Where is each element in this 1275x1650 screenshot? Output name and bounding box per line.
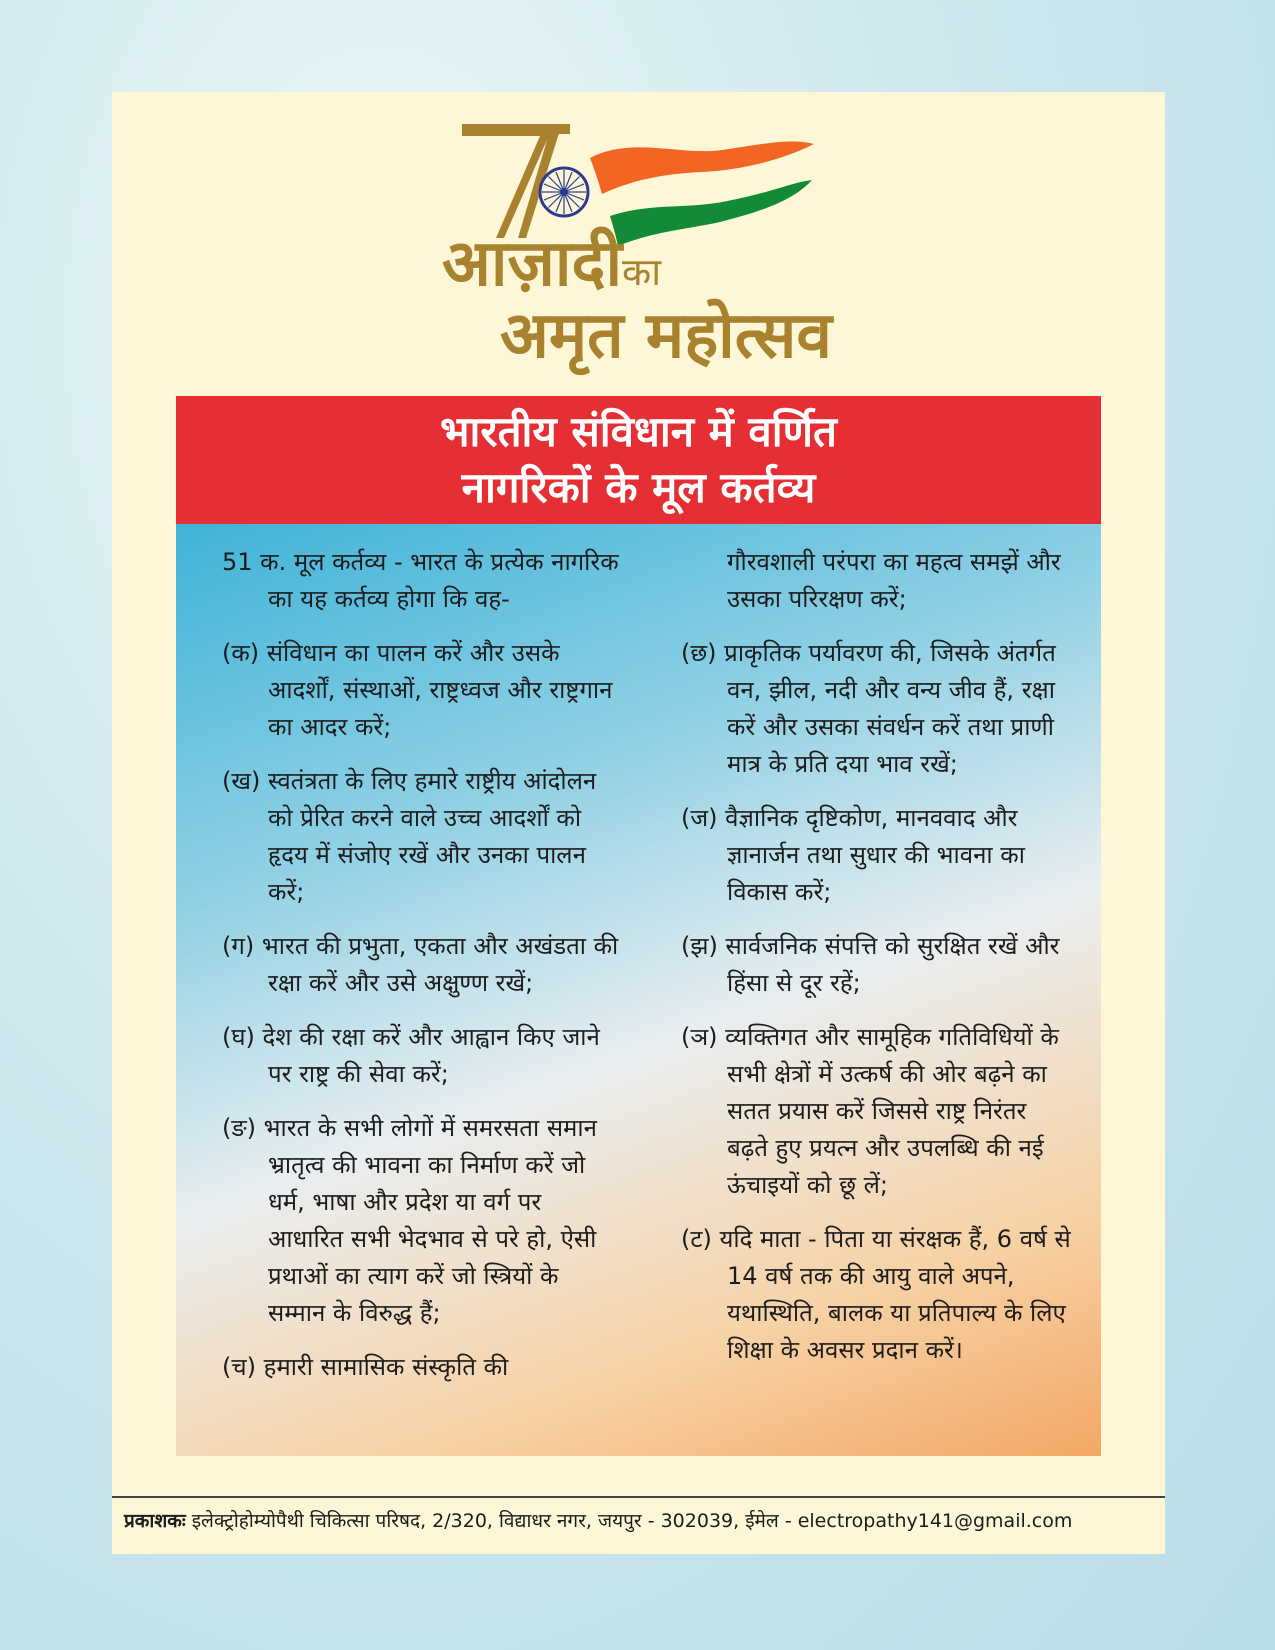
duty-chha: (छ) प्राकृतिक पर्यावरण की, जिसके अंतर्गत वन, झील, नदी और वन्य जीव हैं, रक्षा करें और उसका संवर्धन करें तथा प्राणी मात्र के प्रति दया भाव रखें;: [681, 639, 1056, 778]
publisher-details: इलेक्ट्रोहोम्योपैथी चिकित्सा परिषद, 2/320, विद्याधर नगर, जयपुर - 302039, ईमेल - electropathy141@gmail.com: [185, 1510, 1073, 1532]
duty-cha-continuation: गौरवशाली परंपरा का महत्व समझें और उसका परिरक्षण करें;: [727, 548, 1061, 613]
duty-intro: 51 क. मूल कर्तव्य - भारत के प्रत्येक नागरिक का यह कर्तव्य होगा कि वह-: [222, 548, 619, 613]
duty-nya: (ञ) व्यक्तिगत और सामूहिक गतिविधियों के सभी क्षेत्रों में उत्कर्ष की ओर बढ़ने का सतत प्रयास करें जिससे राष्ट्र निरंतर बढ़ते हुए प्रयत्न और उपलब्धि की नई ऊंचाइयों को छू लें;: [681, 1023, 1059, 1199]
duties-panel: [176, 524, 1101, 1456]
duty-cha: (च) हमारी सामासिक संस्कृति की: [222, 1353, 509, 1381]
logo-title-line2: अमृत महोत्सव: [500, 299, 832, 373]
saffron-flag-stripe: [590, 142, 814, 194]
left-column: [222, 544, 622, 1403]
chakra-icon: [540, 168, 588, 216]
right-column: [681, 544, 1071, 1386]
duty-nga: (ङ) भारत के सभी लोगों में समरसता समान भ्रातृत्व की भावना का निर्माण करें जो धर्म, भाषा और प्रदेश या वर्ग पर आधारित सभी भेदभाव से परे हो, ऐसी प्रथाओं का त्याग करें जो स्त्रियों के सम्मान के विरुद्ध हैं;: [222, 1114, 597, 1327]
duty-ka: (क) संविधान का पालन करें और उसके आदर्शों, संस्थाओं, राष्ट्रध्वज और राष्ट्रगान का आदर करें;: [222, 639, 613, 741]
duty-gha: (घ) देश की रक्षा करें और आह्वान किए जाने पर राष्ट्र की सेवा करें;: [222, 1023, 600, 1088]
publisher-label: प्रकाशकः: [124, 1510, 186, 1532]
publisher-footer: [124, 1507, 1154, 1533]
duty-jha: (झ) सार्वजनिक संपत्ति को सुरक्षित रखें और हिंसा से दूर रहें;: [681, 932, 1060, 997]
title-banner: [176, 396, 1101, 524]
duty-kha: (ख) स्वतंत्रता के लिए हमारे राष्ट्रीय आंदोलन को प्रेरित करने वाले उच्च आदर्शों को हृदय में संजोए रखें और उनका पालन करें;: [222, 767, 597, 906]
banner-title-line2: नागरिकों के मूल कर्तव्य: [461, 463, 816, 512]
logo-title-line1: आज़ादीका: [442, 227, 662, 301]
banner-title-line1: भारतीय संविधान में वर्णित: [440, 407, 837, 456]
duty-ga: (ग) भारत की प्रभुता, एकता और अखंडता की रक्षा करें और उसे अक्षुण्ण रखें;: [222, 932, 619, 997]
duty-ja: (ज) वैज्ञानिक दृष्टिकोण, मानववाद और ज्ञानार्जन तथा सुधार की भावना का विकास करें;: [681, 804, 1025, 906]
duty-ta: (ट) यदि माता - पिता या संरक्षक हैं, 6 वर्ष से 14 वर्ष तक की आयु वाले अपने, यथास्थिति, बालक या प्रतिपाल्य के लिए शिक्षा के अवसर प्रदान करें।: [681, 1225, 1071, 1364]
poster: [112, 92, 1165, 1554]
footer-divider: [112, 1496, 1165, 1498]
